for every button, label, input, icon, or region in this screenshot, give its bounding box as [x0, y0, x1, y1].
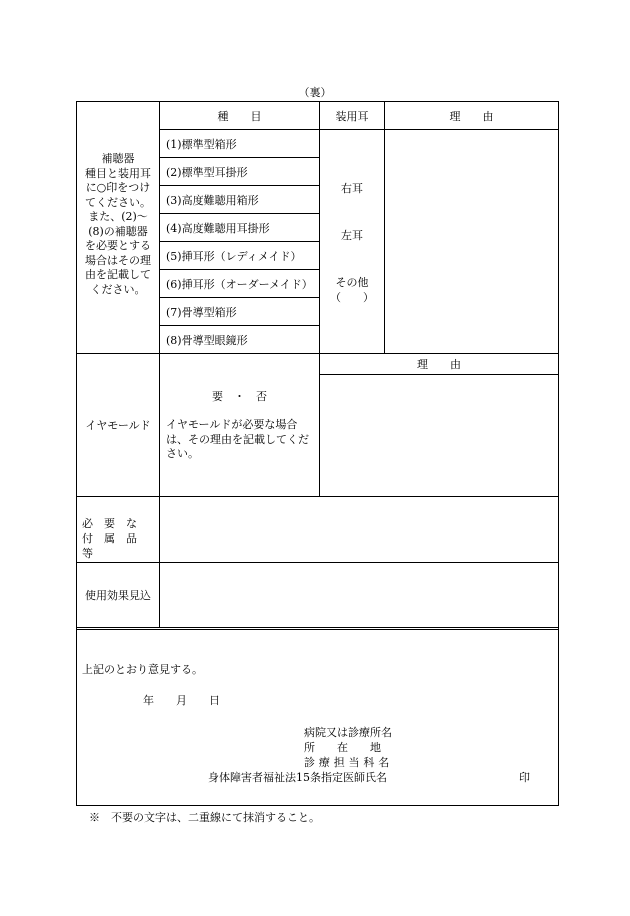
hearing-aid-item-4[interactable]: (4)高度難聴用耳掛形 — [166, 222, 270, 235]
ear-right[interactable]: 右耳 — [341, 182, 363, 195]
opinion-address[interactable]: 所 在 地 — [304, 741, 381, 754]
earmold-note: イヤモールドが必要な場合は、その理由を記載してください。 — [166, 418, 309, 460]
opinion-department[interactable]: 診療担当科名 — [304, 756, 394, 769]
earmold-choice[interactable]: 要 ・ 否 — [212, 390, 267, 403]
ear-left[interactable]: 左耳 — [341, 229, 363, 242]
effect-label: 使用効果見込 — [85, 589, 151, 602]
hearing-aid-item-2[interactable]: (2)標準型耳掛形 — [166, 166, 248, 179]
effect-field[interactable] — [160, 563, 558, 627]
hearing-aid-item-6[interactable]: (6)挿耳形（オーダーメイド） — [166, 278, 313, 291]
earmold-label: イヤモールド — [85, 419, 151, 432]
earmold-reason-field[interactable] — [320, 375, 558, 496]
ear-other[interactable]: その他 — [335, 276, 369, 289]
opinion-date[interactable]: 年 月 日 — [143, 694, 220, 707]
opinion-hospital[interactable]: 病院又は診療所名 — [304, 726, 392, 739]
hearing-aid-item-1[interactable]: (1)標準型箱形 — [166, 138, 237, 151]
accessories-field[interactable] — [160, 497, 558, 562]
earmold-reason-header: 理 由 — [417, 358, 461, 371]
hearing-aid-item-5[interactable]: (5)挿耳形（レディメイド） — [166, 250, 302, 263]
header-ear: 装用耳 — [335, 109, 369, 123]
footnote: ※ 不要の文字は、二重線にて抹消すること。 — [89, 811, 320, 824]
page-label: （裏） — [298, 86, 332, 99]
ear-other-paren[interactable]: （ ） — [330, 291, 374, 304]
hearing-aid-item-7[interactable]: (7)骨導型箱形 — [166, 306, 237, 319]
opinion-doctor[interactable]: 身体障害者福祉法15条指定医師氏名 — [208, 771, 387, 784]
header-reason: 理 由 — [449, 109, 494, 123]
accessories-label: 必 要 な 付 属 品 等 — [82, 517, 148, 560]
hearing-aid-item-8[interactable]: (8)骨導型眼鏡形 — [166, 334, 248, 347]
opinion-statement: 上記のとおり意見する。 — [82, 663, 203, 676]
header-kind: 種 目 — [217, 109, 262, 123]
opinion-seal: 印 — [519, 771, 530, 784]
hearing-aid-item-3[interactable]: (3)高度難聴用箱形 — [166, 194, 259, 207]
hearing-aid-reason-field[interactable] — [385, 130, 558, 353]
hearing-aid-label: 補聴器 種目と装用耳 に○印をつけ てください。 また、(2)～ (8)の補聴器 を必要とする 場合はその理 由を記載して ください。 — [85, 152, 151, 296]
